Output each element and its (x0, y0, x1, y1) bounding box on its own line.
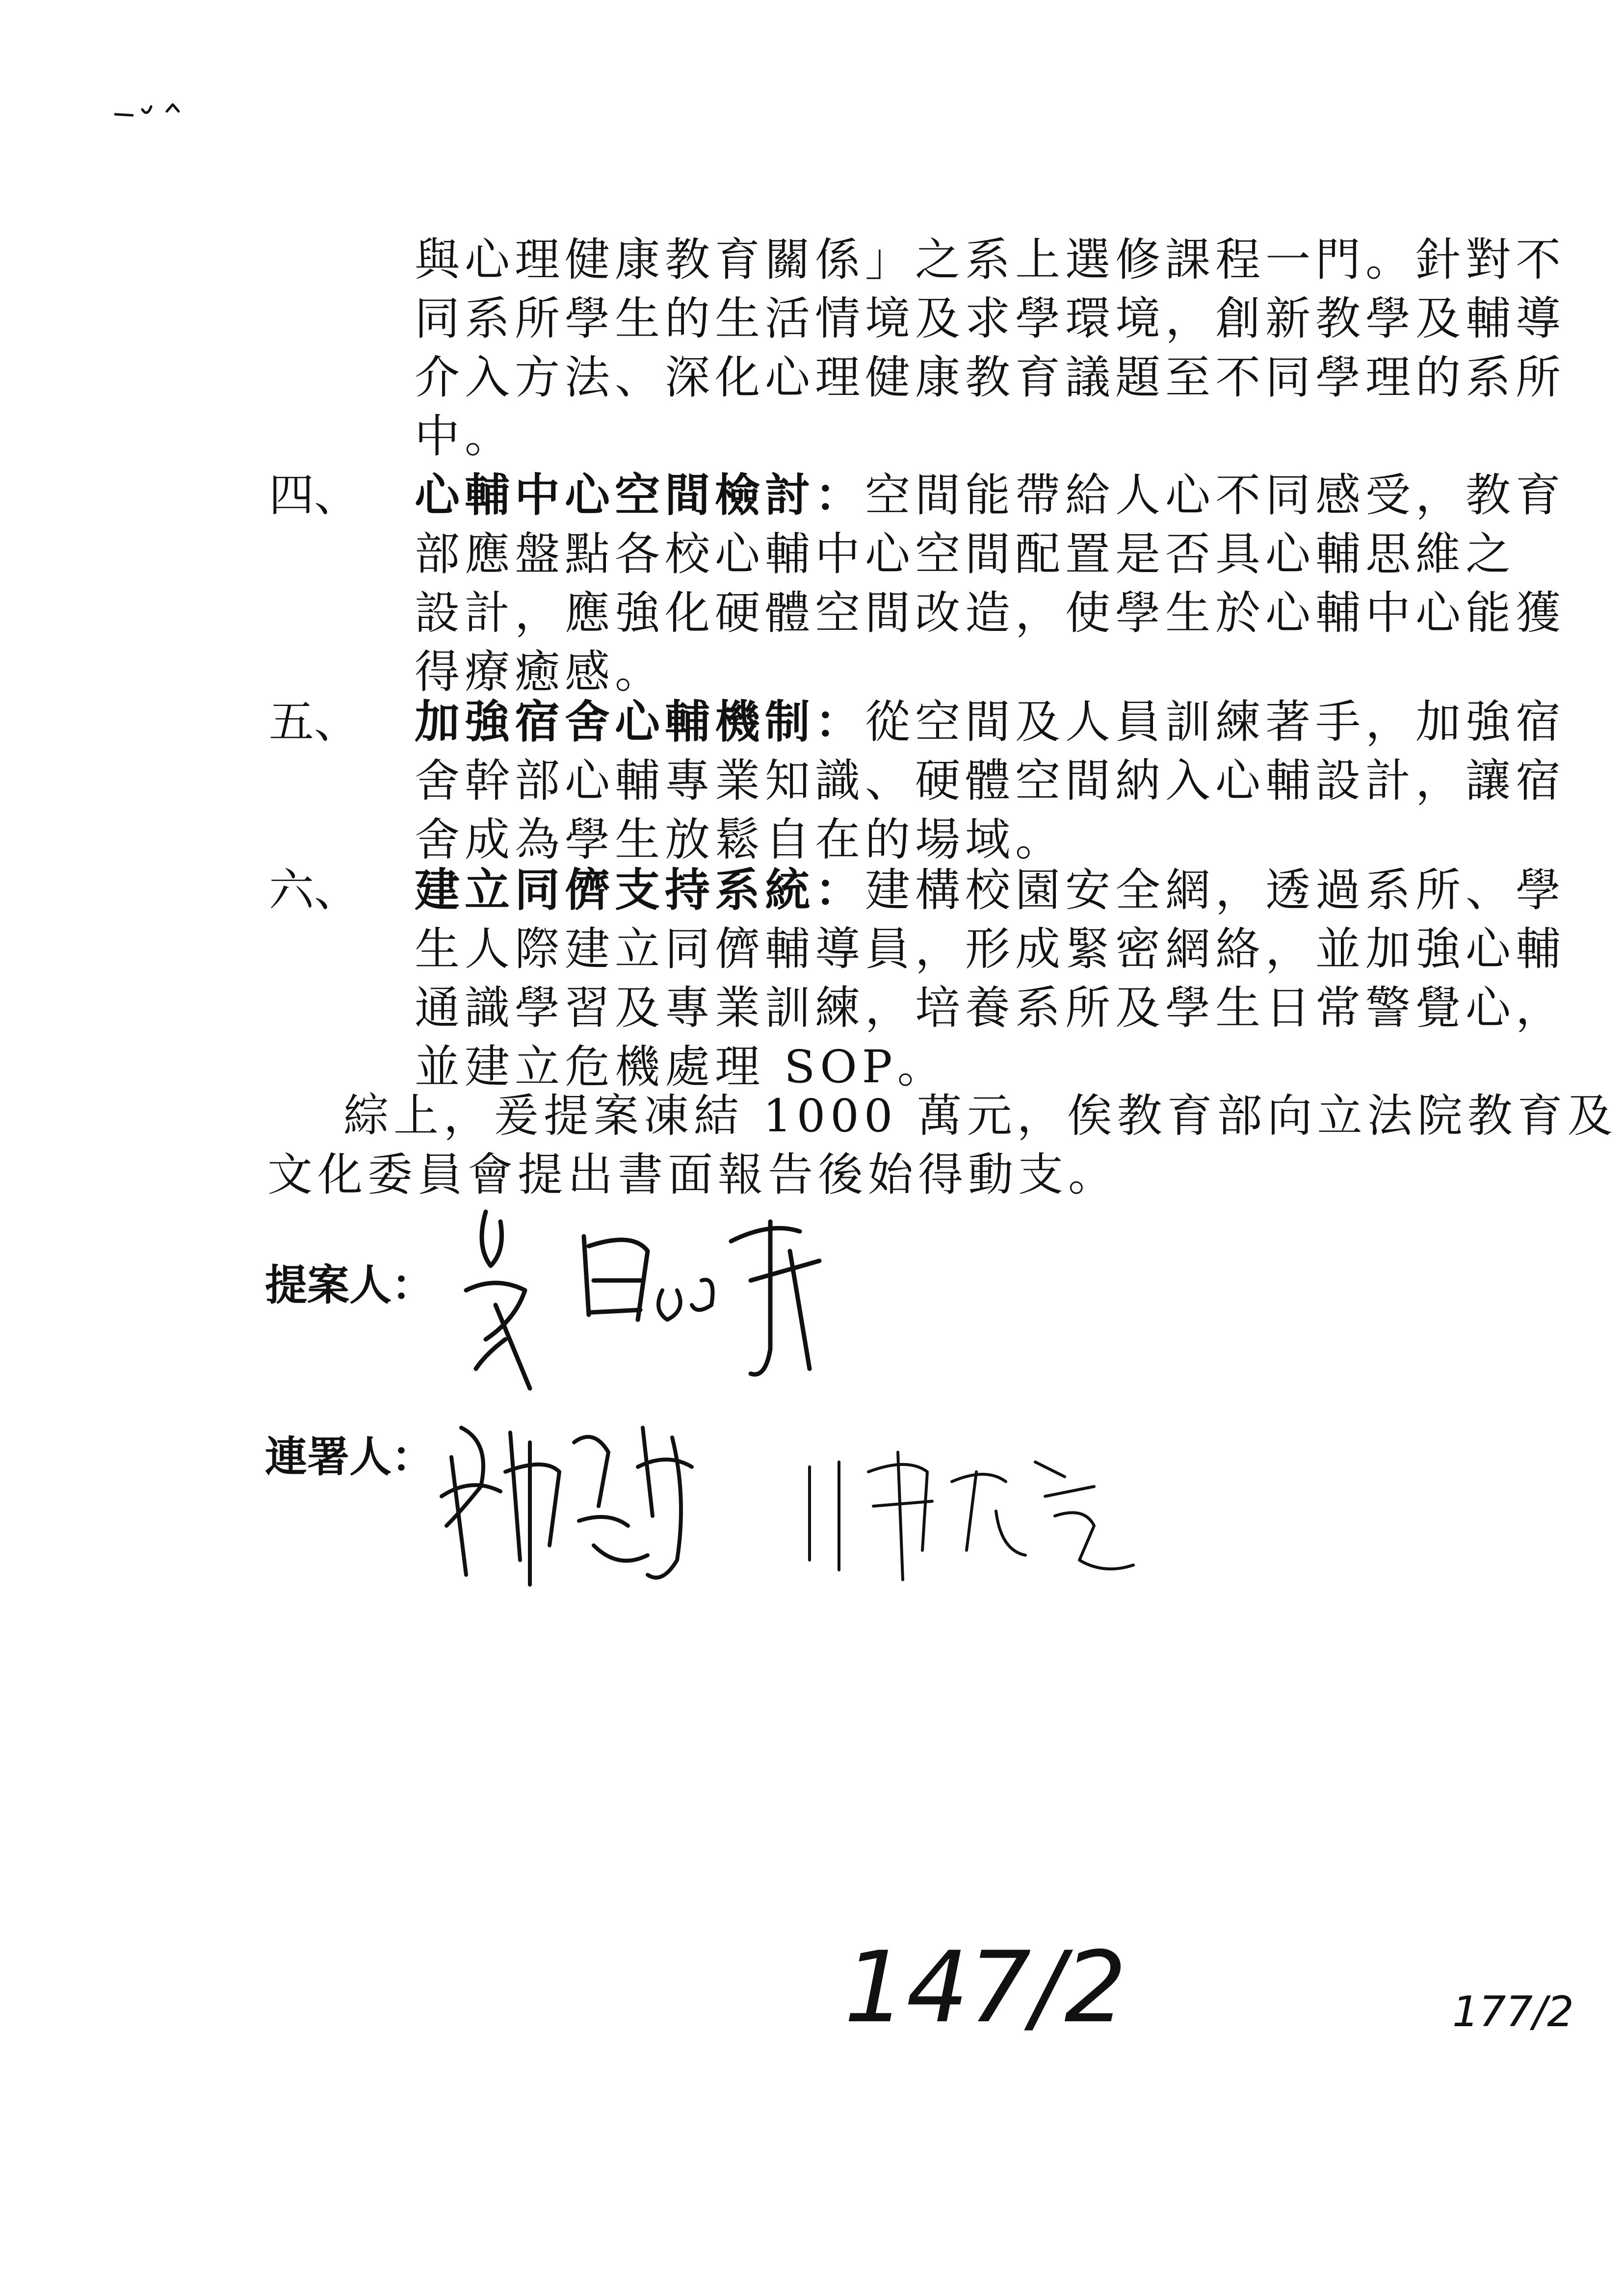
continuation-line: 中。 (415, 410, 515, 463)
svg-text:177/2: 177/2 (1452, 1987, 1574, 2036)
item-text: 空間能帶給人心不同感受，教育 (865, 469, 1566, 522)
item-line: 部應盤點各校心輔中心空間配置是否具心輔思維之 (415, 528, 1516, 580)
conclusion-line: 綜上，爰提案凍結 1000 萬元，俟教育部向立法院教育及 (343, 1090, 1618, 1142)
page-number-main (834, 1923, 1127, 2070)
continuation-line: 介入方法、深化心理健康教育議題至不同學理的系所 (415, 351, 1566, 404)
cosigner-label: 連署人： (265, 1433, 434, 1482)
item-number: 六、 (269, 864, 360, 916)
item-number: 五、 (269, 696, 360, 748)
continuation-line: 同系所學生的生活情境及求學環境，創新教學及輔導 (415, 292, 1566, 345)
item-line: 通識學習及專業訓練，培養系所及學生日常警覺心， (415, 982, 1566, 1034)
item-text: 建構校園安全網，透過系所、學 (865, 864, 1566, 916)
item-number: 四、 (269, 469, 360, 522)
item-line: 舍幹部心輔專業知識、硬體空間納入心輔設計，讓宿 (415, 755, 1566, 807)
item-first-line (415, 861, 1566, 920)
item-text: 從空間及人員訓練著手，加強宿 (865, 696, 1566, 748)
item-line: 舍成為學生放鬆自在的場域。 (415, 813, 1066, 866)
item-line: 設計，應強化硬體空間改造，使學生於心輔中心能獲 (415, 587, 1566, 639)
item-line: 並建立危機處理 SOP。 (415, 1041, 947, 1093)
cosigner-signature (432, 1398, 746, 1604)
item-heading: 心輔中心空間檢討： (415, 469, 865, 522)
item-first-line (415, 466, 1566, 525)
proposer-label: 提案人： (265, 1261, 434, 1310)
item-line: 得療癒感。 (415, 646, 665, 698)
item-first-line (415, 693, 1566, 752)
item-heading: 加強宿舍心輔機制： (415, 696, 865, 748)
conclusion-line: 文化委員會提出書面報告後始得動支。 (267, 1148, 1119, 1201)
page-number-corner (1447, 1967, 1595, 2056)
svg-text:147/2: 147/2 (844, 1931, 1127, 2045)
scan-mark-icon (113, 101, 196, 120)
item-line: 生人際建立同儕輔導員，形成緊密網絡，並加強心輔 (415, 923, 1566, 975)
item-heading: 建立同儕支持系統： (415, 864, 865, 916)
cosigner-signature (790, 1433, 1143, 1594)
continuation-line: 與心理健康教育關係」之系上選修課程一門。針對不 (415, 234, 1566, 286)
